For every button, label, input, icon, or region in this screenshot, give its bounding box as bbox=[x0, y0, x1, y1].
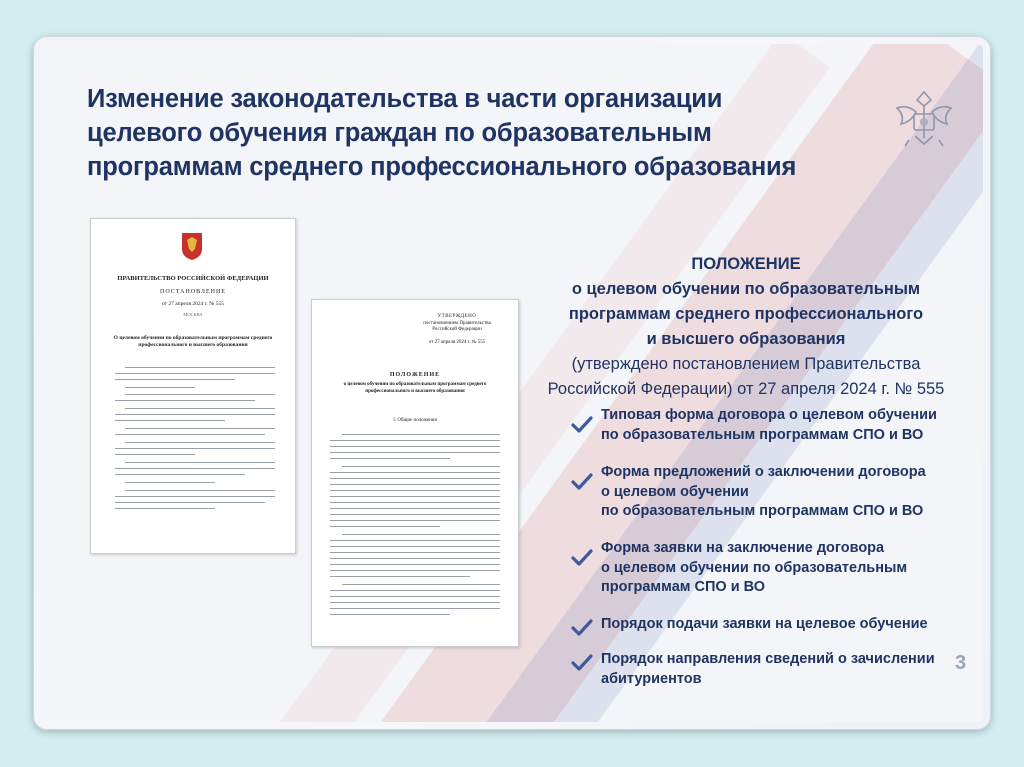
doc-approved-by: постановлением Правительства Российской Федерации bbox=[423, 321, 491, 332]
polozhenie-line: (утверждено постановлением Правительства bbox=[571, 355, 921, 373]
check-icon bbox=[571, 414, 593, 436]
slide bbox=[33, 36, 991, 730]
title-line: Изменение законодательства в части организации bbox=[87, 85, 723, 113]
polozhenie-heading bbox=[541, 252, 951, 402]
slide-content bbox=[41, 44, 983, 722]
document-postanovlenie bbox=[90, 218, 296, 554]
doc-subject: О целевом обучении по образовательным программам среднего профессионального и высшего образования bbox=[113, 335, 273, 348]
doc-heading: ПОЛОЖЕНИЕ bbox=[389, 372, 441, 378]
doc-type: ПОСТАНОВЛЕНИЕ bbox=[160, 289, 226, 295]
coat-of-arms-icon bbox=[179, 231, 205, 261]
check-icon bbox=[571, 652, 593, 674]
check-icon bbox=[571, 547, 593, 569]
check-icon bbox=[571, 471, 593, 493]
doc-subject: о целевом обучении по образовательным программам среднего профессионального и высшего образования bbox=[343, 382, 487, 394]
doc-section: I. Общие положения bbox=[393, 418, 437, 423]
doc-date: от 27 апреля 2024 г. № 555 bbox=[161, 301, 225, 307]
list-item-text: Порядок направления сведений о зачислении абитуриентов bbox=[601, 651, 935, 687]
polozhenie-line: и высшего образования bbox=[646, 330, 846, 348]
list-item-text: Порядок подачи заявки на целевое обучение bbox=[601, 616, 928, 632]
page-number: 3 bbox=[955, 652, 967, 674]
document-polozhenie bbox=[311, 299, 519, 647]
list-item-text: Форма предложений о заключении договора о целевом обучении по образовательным программам СПО и ВО bbox=[601, 464, 926, 519]
ministry-emblem-icon bbox=[889, 84, 959, 150]
page-title bbox=[87, 82, 847, 184]
list-item-text: Форма заявки на заключение договора о целевом обучении по образовательным программам СПО и ВО bbox=[601, 540, 908, 595]
polozhenie-title: ПОЛОЖЕНИЕ bbox=[691, 255, 801, 273]
list-item-text: Типовая форма договора о целевом обучении по образовательным программам СПО и ВО bbox=[601, 407, 937, 443]
doc-heading: ПРАВИТЕЛЬСТВО РОССИЙСКОЙ ФЕДЕРАЦИИ bbox=[117, 275, 269, 282]
check-icon bbox=[571, 617, 593, 639]
title-line: программам среднего профессионального образования bbox=[87, 153, 797, 181]
doc-city: МОСКВА bbox=[183, 312, 203, 317]
polozhenie-line: Российской Федерации) от 27 апреля 2024 г. № 555 bbox=[547, 380, 945, 398]
polozhenie-line: о целевом обучении по образовательным bbox=[571, 280, 921, 298]
polozhenie-line: программам среднего профессионального bbox=[568, 305, 924, 323]
title-line: целевого обучения граждан по образовательным bbox=[87, 119, 712, 147]
doc-approved: УТВЕРЖДЕНО bbox=[437, 314, 477, 319]
doc-approved-date: от 27 апреля 2024 г. № 555 bbox=[428, 340, 486, 345]
